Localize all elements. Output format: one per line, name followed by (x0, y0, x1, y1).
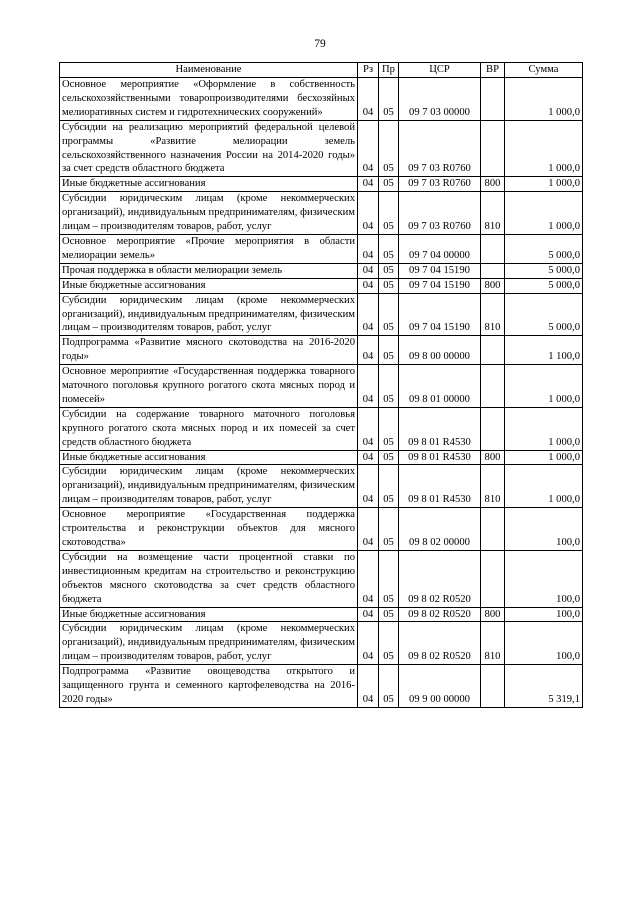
cell-name: Прочая поддержка в области мелиорации земель (60, 263, 358, 278)
table-row (60, 622, 583, 665)
cell-csr: 09 7 04 15190 (399, 278, 481, 293)
cell-name: Субсидии юридическим лицам (кроме некоммерческих организаций), индивидуальным предпринимателям, физическим лицам – производителям товаров, работ, услуг (60, 192, 358, 235)
cell-pr: 05 (379, 365, 399, 408)
cell-name: Субсидии на возмещение части процентной ставки по инвестиционным кредитам на строительство и реконструкцию объектов мясного скотоводства за счет средств областного бюджета (60, 550, 358, 607)
cell-pr: 05 (379, 192, 399, 235)
cell-name: Основное мероприятие «Государственная поддержка товарного маточного поголовья крупного рогатого скота мясных пород и помесей» (60, 365, 358, 408)
table-row (60, 550, 583, 607)
cell-csr: 09 7 03 R0760 (399, 120, 481, 177)
cell-csr: 09 7 04 15190 (399, 263, 481, 278)
page-number: 79 (314, 38, 326, 50)
cell-vr: 800 (481, 607, 505, 622)
cell-vr: 810 (481, 465, 505, 508)
cell-sum: 1 100,0 (505, 336, 583, 365)
table-header-row (60, 63, 583, 78)
cell-pr: 05 (379, 508, 399, 551)
cell-sum: 5 000,0 (505, 263, 583, 278)
cell-rz: 04 (358, 465, 379, 508)
table-row (60, 192, 583, 235)
cell-pr: 05 (379, 665, 399, 708)
cell-csr: 09 8 01 R4530 (399, 407, 481, 450)
cell-rz: 04 (358, 293, 379, 336)
table-row (60, 177, 583, 192)
cell-name: Основное мероприятие «Оформление в собственность сельскохозяйственными товаропроизводителями бесхозяйных мелиоративных систем и гидротехнических сооружений» (60, 78, 358, 121)
cell-sum: 100,0 (505, 622, 583, 665)
cell-rz: 04 (358, 508, 379, 551)
cell-csr: 09 8 02 R0520 (399, 550, 481, 607)
header-name: Наименование (60, 63, 358, 78)
cell-csr: 09 7 03 R0760 (399, 192, 481, 235)
cell-vr: 800 (481, 278, 505, 293)
cell-vr (481, 508, 505, 551)
budget-table (59, 62, 583, 708)
header-sum: Сумма (505, 63, 583, 78)
table-row (60, 407, 583, 450)
cell-rz: 04 (358, 407, 379, 450)
cell-sum: 1 000,0 (505, 465, 583, 508)
cell-rz: 04 (358, 550, 379, 607)
cell-rz: 04 (358, 278, 379, 293)
cell-csr: 09 7 03 R0760 (399, 177, 481, 192)
cell-csr: 09 8 01 R4530 (399, 465, 481, 508)
table-row (60, 234, 583, 263)
cell-csr: 09 8 02 00000 (399, 508, 481, 551)
cell-name: Подпрограмма «Развитие овощеводства открытого и защищенного грунта и семенного картофелеводства на 2016-2020 годы» (60, 665, 358, 708)
cell-sum: 100,0 (505, 550, 583, 607)
cell-name: Основное мероприятие «Прочие мероприятия в области мелиорации земель» (60, 234, 358, 263)
cell-pr: 05 (379, 78, 399, 121)
cell-vr: 810 (481, 622, 505, 665)
cell-sum: 5 000,0 (505, 278, 583, 293)
cell-pr: 05 (379, 465, 399, 508)
table-row (60, 665, 583, 708)
cell-csr: 09 7 04 15190 (399, 293, 481, 336)
cell-vr (481, 550, 505, 607)
table-row (60, 465, 583, 508)
header-vr: ВР (481, 63, 505, 78)
cell-csr: 09 7 03 00000 (399, 78, 481, 121)
cell-csr: 09 8 01 R4530 (399, 450, 481, 465)
table-row (60, 508, 583, 551)
cell-vr (481, 120, 505, 177)
cell-pr: 05 (379, 278, 399, 293)
header-rz: Рз (358, 63, 379, 78)
cell-csr: 09 8 01 00000 (399, 365, 481, 408)
cell-sum: 1 000,0 (505, 192, 583, 235)
table-row (60, 607, 583, 622)
cell-rz: 04 (358, 234, 379, 263)
cell-pr: 05 (379, 234, 399, 263)
cell-rz: 04 (358, 192, 379, 235)
cell-csr: 09 9 00 00000 (399, 665, 481, 708)
cell-name: Иные бюджетные ассигнования (60, 450, 358, 465)
table-row (60, 336, 583, 365)
cell-pr: 05 (379, 336, 399, 365)
cell-sum: 5 000,0 (505, 293, 583, 336)
cell-rz: 04 (358, 450, 379, 465)
cell-name: Иные бюджетные ассигнования (60, 177, 358, 192)
cell-sum: 1 000,0 (505, 365, 583, 408)
cell-rz: 04 (358, 78, 379, 121)
cell-name: Субсидии на содержание товарного маточного поголовья крупного рогатого скота мясных пород и их помесей за счет средств областного бюджета (60, 407, 358, 450)
cell-name: Подпрограмма «Развитие мясного скотоводства на 2016-2020 годы» (60, 336, 358, 365)
cell-rz: 04 (358, 607, 379, 622)
cell-pr: 05 (379, 177, 399, 192)
cell-sum: 5 000,0 (505, 234, 583, 263)
cell-pr: 05 (379, 120, 399, 177)
table-row (60, 293, 583, 336)
cell-rz: 04 (358, 365, 379, 408)
cell-sum: 100,0 (505, 607, 583, 622)
cell-sum: 1 000,0 (505, 177, 583, 192)
cell-rz: 04 (358, 336, 379, 365)
cell-pr: 05 (379, 607, 399, 622)
cell-name: Субсидии на реализацию мероприятий федеральной целевой программы «Развитие мелиорации земель сельскохозяйственного назначения России на 2014-2020 годы» за счет средств областного бюджета (60, 120, 358, 177)
cell-name: Субсидии юридическим лицам (кроме некоммерческих организаций), индивидуальным предпринимателям, физическим лицам – производителям товаров, работ, услуг (60, 622, 358, 665)
cell-pr: 05 (379, 450, 399, 465)
cell-rz: 04 (358, 665, 379, 708)
cell-csr: 09 8 02 R0520 (399, 607, 481, 622)
cell-name: Основное мероприятие «Государственная поддержка строительства и реконструкции объектов для мясного скотоводства» (60, 508, 358, 551)
cell-pr: 05 (379, 407, 399, 450)
cell-vr (481, 365, 505, 408)
cell-vr (481, 234, 505, 263)
table-row (60, 450, 583, 465)
cell-vr (481, 78, 505, 121)
cell-sum: 1 000,0 (505, 407, 583, 450)
header-pr: Пр (379, 63, 399, 78)
cell-name: Субсидии юридическим лицам (кроме некоммерческих организаций), индивидуальным предпринимателям, физическим лицам – производителям товаров, работ, услуг (60, 293, 358, 336)
cell-vr (481, 263, 505, 278)
cell-sum: 100,0 (505, 508, 583, 551)
cell-pr: 05 (379, 293, 399, 336)
cell-pr: 05 (379, 263, 399, 278)
table-row (60, 263, 583, 278)
cell-vr (481, 407, 505, 450)
table-row (60, 278, 583, 293)
cell-rz: 04 (358, 120, 379, 177)
table-row (60, 365, 583, 408)
cell-csr: 09 8 00 00000 (399, 336, 481, 365)
cell-pr: 05 (379, 550, 399, 607)
cell-name: Иные бюджетные ассигнования (60, 278, 358, 293)
cell-vr (481, 665, 505, 708)
cell-vr: 810 (481, 293, 505, 336)
cell-name: Субсидии юридическим лицам (кроме некоммерческих организаций), индивидуальным предпринимателям, физическим лицам – производителям товаров, работ, услуг (60, 465, 358, 508)
table-row (60, 120, 583, 177)
cell-name: Иные бюджетные ассигнования (60, 607, 358, 622)
cell-sum: 1 000,0 (505, 120, 583, 177)
cell-rz: 04 (358, 622, 379, 665)
cell-pr: 05 (379, 622, 399, 665)
cell-sum: 1 000,0 (505, 78, 583, 121)
cell-rz: 04 (358, 263, 379, 278)
cell-sum: 1 000,0 (505, 450, 583, 465)
cell-rz: 04 (358, 177, 379, 192)
cell-vr (481, 336, 505, 365)
cell-vr: 800 (481, 177, 505, 192)
header-csr: ЦСР (399, 63, 481, 78)
cell-vr: 800 (481, 450, 505, 465)
cell-vr: 810 (481, 192, 505, 235)
cell-csr: 09 7 04 00000 (399, 234, 481, 263)
cell-csr: 09 8 02 R0520 (399, 622, 481, 665)
cell-sum: 5 319,1 (505, 665, 583, 708)
table-row (60, 78, 583, 121)
